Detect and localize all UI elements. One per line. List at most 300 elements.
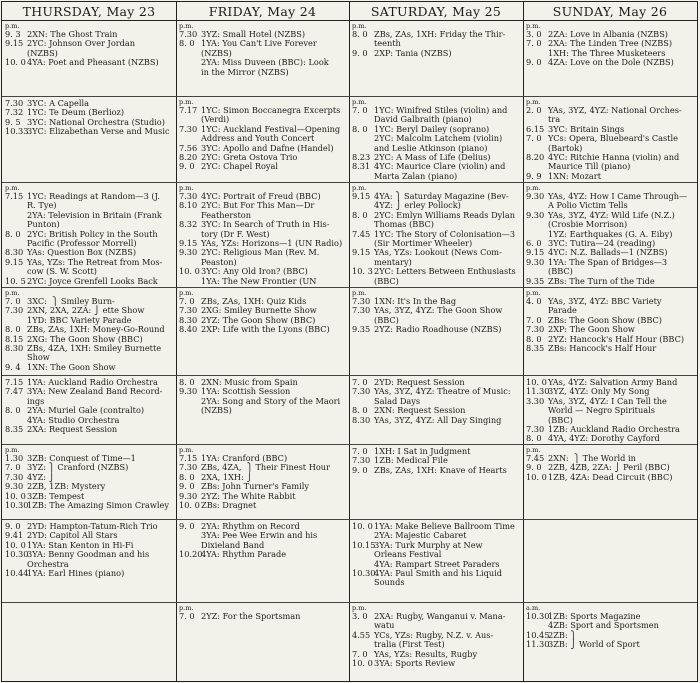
broadcast-time: 9.30 <box>526 256 545 267</box>
programme-entry <box>352 230 520 249</box>
friday-programme-block <box>179 185 346 286</box>
broadcast-time: 9.41 <box>5 530 24 541</box>
station-and-title: 3YC: Tutira—24 (reading) <box>548 238 656 249</box>
station-and-title: 2YA: Television in Britain (Frank Punton) <box>27 209 162 230</box>
station-and-title: ZBs: John Turner's Family <box>201 481 309 492</box>
broadcast-time: 9.15 <box>352 247 371 258</box>
station-and-title: YAs, 4YZ: Salvation Army Band <box>548 378 678 387</box>
sunday-programme-block <box>526 522 694 601</box>
programme-entry <box>526 434 694 443</box>
broadcast-time: 8.15 <box>5 333 24 344</box>
station-and-title: 1YC: Auckland Festival—Opening Address and Youth Concert <box>201 123 341 144</box>
broadcast-time: 7. 0 <box>352 105 368 115</box>
broadcast-time: 8. 0 <box>179 38 195 49</box>
broadcast-time: 9. 0 <box>179 481 195 492</box>
station-and-title: 2YC: Emlyn Williams Reads Dylan Thomas (BBC) <box>374 209 516 230</box>
station-and-title: 4ZB: Sport and Sportsmen <box>548 620 659 631</box>
station-and-title: YAs, 3YZ, 4YZ: Wild Life (N.Z.) (Crosbie Morrison) <box>548 209 675 230</box>
programme-entry <box>5 387 173 406</box>
station-and-title: 2YC: Letters Between Enthusiasts (BBC) <box>374 266 516 286</box>
station-and-title: 2XP: Life with the Lyons (BBC) <box>201 324 330 335</box>
station-and-title: YAs, 3YZ, 4YZ: The Goon Show (BBC) <box>374 305 503 325</box>
time-period-label: p.m. <box>179 23 194 30</box>
programme-entry <box>5 569 173 578</box>
programme-entry <box>179 550 346 559</box>
programme-entry <box>352 387 520 406</box>
broadcast-time: 8. 0 <box>352 209 368 220</box>
station-and-title: 3YC: Any Old Iron? (BBC) <box>201 266 308 277</box>
broadcast-time: 7. 0 <box>352 378 368 387</box>
time-period-label: p.m. <box>352 185 367 192</box>
programme-entry <box>179 39 346 58</box>
programme-entry <box>352 631 520 650</box>
station-and-title: 2XA: Rugby, Wanganui v. Mana- watu <box>374 611 506 631</box>
station-and-title: 2ZB: ⎫ <box>548 629 577 640</box>
time-period-label: p.m. <box>5 23 20 30</box>
time-period-label: p.m. <box>5 447 20 454</box>
broadcast-time: 8. 0 <box>526 433 542 443</box>
station-and-title: 1YZ: Earthquakes (G. A. Eiby) <box>548 228 673 239</box>
station-and-title: YCs, YZs: Rugby, N.Z. v. Aus- tralia (First Test) <box>374 629 494 650</box>
station-and-title: 2XA: Request Session <box>27 424 118 435</box>
station-and-title: ZBs: The Goon Show (BBC) <box>548 314 662 325</box>
broadcast-time: 7.45 <box>352 228 371 239</box>
broadcast-time: 10. 0 <box>179 266 200 277</box>
station-and-title: 1ZB: Medical File <box>374 455 448 466</box>
programme-entry <box>526 473 694 482</box>
programme-entry <box>352 541 520 560</box>
broadcast-time: 7.30 <box>179 29 198 39</box>
thursday-programme-block <box>5 185 173 286</box>
station-and-title: 2YA: Majestic Cabaret <box>374 530 467 541</box>
thursday-programme-block <box>5 378 173 443</box>
broadcast-time: 8.30 <box>5 247 24 258</box>
station-and-title: 2YZ: Radio Roadhouse (NZBS) <box>374 324 502 335</box>
programme-entry <box>5 192 173 211</box>
station-and-title: 4YA: Poet and Pheasant (NZBS) <box>27 57 159 68</box>
station-and-title: YAs, 3YZ, 4YZ: Theatre of Music: Salad Days <box>374 386 511 406</box>
friday-programme-block <box>179 99 346 181</box>
broadcast-time: 8. 0 <box>352 405 368 416</box>
station-and-title: 1YC: Winifred Stiles (violin) and David Galbraith (piano) <box>374 105 508 125</box>
broadcast-time: 4.55 <box>352 629 371 640</box>
programme-entry <box>179 612 346 621</box>
broadcast-time: 7.30 <box>352 386 371 397</box>
station-and-title: 2XG: The Goon Show (BBC) <box>27 333 143 344</box>
station-and-title: 2XN, 2XA, 2ZA: ⎭ ette Show <box>27 305 145 316</box>
station-and-title: YAs, YZs: Lookout (News Com- mentary) <box>374 247 502 267</box>
programme-entry <box>526 58 694 67</box>
broadcast-time <box>179 531 201 550</box>
station-and-title: YAs, 3YZ, 4YZ: All Day Singing <box>374 414 502 425</box>
time-period-label: p.m. <box>179 290 194 297</box>
station-and-title: 1YC: Simon Boccanegra Excerpts (Verdi) <box>201 105 341 125</box>
broadcast-time: 9. 0 <box>179 161 195 172</box>
station-and-title: 3YZ: ⎫ Cranford (NZBS) <box>27 462 129 473</box>
programme-grid <box>1 1 698 682</box>
broadcast-time: 9. 0 <box>5 522 21 531</box>
station-and-title: 4YA, 4YZ: Dorothy Cayford <box>548 433 660 443</box>
station-and-title: 1YA: Stan Kenton in Hi-Fi <box>27 539 134 550</box>
broadcast-time: 10.15 <box>352 539 376 550</box>
broadcast-time: 3. 0 <box>352 611 368 621</box>
sunday-programme-block <box>526 290 694 374</box>
broadcast-time: 7.15 <box>5 191 24 201</box>
saturday-programme-block <box>352 522 520 601</box>
saturday-programme-block <box>352 99 520 181</box>
programme-entry <box>526 297 694 316</box>
broadcast-time: 7.30 <box>5 99 24 108</box>
station-and-title: 1YA: Cranford (BBC) <box>201 453 288 463</box>
broadcast-time: 9.35 <box>352 324 371 335</box>
station-and-title: 2YZ: Hancock's Half Hour (BBC) <box>548 333 685 344</box>
broadcast-time: 7.30 <box>352 455 371 466</box>
station-and-title: 2YC: Chapel Royal <box>201 161 279 172</box>
station-and-title: 1XH: I Sat in Judgment <box>374 447 471 456</box>
broadcast-time: 8.30 <box>5 343 24 354</box>
station-and-title: 2ZB, 1ZB: Mystery <box>27 481 106 492</box>
broadcast-time: 9.30 <box>5 481 24 492</box>
broadcast-time: 7. 0 <box>352 447 368 456</box>
broadcast-time: 7.30 <box>5 305 24 316</box>
station-and-title: 3YA: Turk Murphy at New Orleans Festival <box>374 539 483 560</box>
broadcast-time: 6. 0 <box>526 238 542 249</box>
station-and-title: 2YC: Joyce Grenfell Looks Back <box>27 275 158 286</box>
broadcast-time: 9. 3 <box>5 29 21 39</box>
station-and-title: ZBs: The Turn of the Tide <box>548 275 655 286</box>
station-and-title: YCs: Opera, Bluebeard's Castle (Bartok) <box>548 133 678 153</box>
station-and-title: 1ZB: Sports Magazine <box>548 611 641 621</box>
station-and-title: 4YZ: ⎭ erley Pollock) <box>374 200 461 211</box>
broadcast-time: 9.35 <box>526 275 545 286</box>
station-and-title: 3XC: ⎫ Smiley Burn- <box>27 296 115 306</box>
station-and-title: ZBs: Hancock's Half Hour <box>548 343 657 354</box>
broadcast-time: 7.56 <box>179 142 198 153</box>
broadcast-time: 9. 0 <box>526 57 542 68</box>
station-and-title: YAs, 3YZ, 4YZ: National Orches- tra <box>548 105 682 125</box>
station-and-title: 4YA: Studio Orchestra <box>27 414 120 425</box>
broadcast-time: 9.15 <box>5 38 24 49</box>
time-period-label: p.m. <box>526 99 541 106</box>
broadcast-time: 9.30 <box>526 191 545 201</box>
thursday-programme-block <box>5 447 173 518</box>
station-and-title: 2YZ: The Goon Show (BBC) <box>201 314 316 325</box>
row-divider <box>2 519 697 520</box>
broadcast-time: 7.47 <box>5 386 24 397</box>
programme-entry <box>526 640 694 649</box>
thursday-programme-block <box>5 522 173 601</box>
station-and-title: YAs, 3YZ, 4YZ: I Can Tell the World — Negro Spirituals (BBC) <box>548 395 667 425</box>
broadcast-time: 9.15 <box>352 191 371 201</box>
station-and-title: 3YC: A Capella <box>27 99 89 108</box>
time-period-label: p.m. <box>352 99 367 106</box>
broadcast-time: 10. 0 <box>5 539 26 550</box>
broadcast-time: 7. 0 <box>179 296 195 306</box>
broadcast-time: 7. 0 <box>526 38 542 49</box>
station-and-title: 1XN: The Goon Show <box>27 361 116 372</box>
programme-entry <box>179 531 346 550</box>
station-and-title: 1YC: Te Deum (Berlioz) <box>27 107 125 118</box>
programme-entry <box>352 659 520 668</box>
programme-entry <box>5 425 173 434</box>
station-and-title: 4ZA: Love on the Dole (NZBS) <box>548 57 674 68</box>
header-divider <box>2 20 697 21</box>
broadcast-time: 11.30 <box>526 386 550 397</box>
station-and-title: 1ZB: The Amazing Simon Crawley <box>27 500 170 511</box>
broadcast-time: 7. 0 <box>352 648 368 659</box>
station-and-title: 2XA: The Linden Tree (NZBS) <box>548 38 673 49</box>
station-and-title: 1YC: Readings at Random—3 (J. R. Tye) <box>27 191 160 211</box>
broadcast-time: 7.30 <box>352 296 371 306</box>
programme-entry <box>179 125 346 144</box>
programme-entry <box>179 201 346 220</box>
friday-header: FRIDAY, May 24 <box>208 4 317 19</box>
programme-entry <box>5 550 173 569</box>
broadcast-time: 10.30 <box>5 549 29 560</box>
time-period-label: p.m. <box>526 290 541 297</box>
broadcast-time: 8.20 <box>179 152 198 163</box>
broadcast-time: 7.15 <box>179 453 198 463</box>
station-and-title: 1YA: The Span of Bridges—3 (BBC) <box>548 256 668 277</box>
time-period-label: p.m. <box>5 185 20 192</box>
broadcast-time: 8.23 <box>352 152 371 163</box>
broadcast-time <box>179 397 201 416</box>
broadcast-time: 11.30 <box>526 639 550 650</box>
broadcast-time: 7.15 <box>5 378 24 387</box>
broadcast-time: 8.35 <box>526 343 545 354</box>
station-and-title: 3ZB: Tempest <box>27 490 85 501</box>
column-divider <box>176 2 177 681</box>
station-and-title: 4YC: Ritchie Hanna (violin) and Maurice Till (piano) <box>548 152 680 172</box>
station-and-title: ZBs, ZAs, 1XH: Quiz Kids <box>201 296 307 306</box>
broadcast-time: 8. 0 <box>5 324 21 335</box>
sunday-programme-block <box>526 99 694 181</box>
broadcast-time: 7.30 <box>179 305 198 316</box>
broadcast-time: 8.20 <box>526 152 545 163</box>
station-and-title: 2YD: Request Session <box>374 378 465 387</box>
broadcast-time <box>5 211 27 230</box>
broadcast-time <box>179 58 201 77</box>
broadcast-time: 1.30 <box>5 453 24 463</box>
station-and-title: 2XP: Tania (NZBS) <box>374 47 452 58</box>
station-and-title: 1XN: It's In the Bag <box>374 296 457 306</box>
friday-programme-block <box>179 290 346 374</box>
station-and-title: 1ZB: Auckland Radio Orchestra <box>548 424 680 435</box>
broadcast-time: 8. 0 <box>352 123 368 134</box>
station-and-title: 3YC: Britain Sings <box>548 123 625 134</box>
broadcast-time: 8.31 <box>352 161 371 172</box>
programme-entry <box>5 211 173 230</box>
station-and-title: 3YC: Elizabethan Verse and Music <box>27 126 170 137</box>
programme-entry <box>179 325 346 334</box>
station-and-title: 2XG: Smiley Burnette Show <box>201 305 317 316</box>
station-and-title: 3YC: Apollo and Dafne (Handel) <box>201 142 334 153</box>
programme-entry <box>352 106 520 125</box>
programme-entry <box>352 267 520 286</box>
programme-entry <box>352 325 520 334</box>
thursday-programme-block <box>5 23 173 95</box>
programme-entry <box>5 501 173 510</box>
broadcast-time: 10.30 <box>5 500 29 511</box>
row-divider <box>2 96 697 97</box>
programme-entry <box>352 134 520 153</box>
broadcast-time: 7.30 <box>5 471 24 482</box>
time-period-label: p.m. <box>179 605 194 612</box>
broadcast-time: 8.30 <box>352 414 371 425</box>
saturday-programme-block <box>352 185 520 286</box>
saturday-programme-block <box>352 605 520 680</box>
column-divider <box>523 2 524 681</box>
station-and-title: 1YA: You Can't Live Forever (NZBS) <box>201 38 317 58</box>
programme-entry <box>526 192 694 211</box>
broadcast-time: 9. 0 <box>526 462 542 473</box>
broadcast-time: 9.30 <box>526 209 545 220</box>
station-and-title: 3YA: Benny Goodman and his Orchestra <box>27 549 150 569</box>
station-and-title: 1YA: Auckland Radio Orchestra <box>27 378 158 387</box>
broadcast-time: 10.33 <box>5 126 29 137</box>
broadcast-time: 8.35 <box>5 424 24 435</box>
station-and-title: 3YZ, 4YZ: Only My Song <box>548 386 650 397</box>
row-divider <box>2 444 697 445</box>
programme-entry <box>179 248 346 267</box>
broadcast-time: 8. 0 <box>5 228 21 239</box>
broadcast-time: 7.30 <box>179 462 198 473</box>
station-and-title: 3YA: Sports Review <box>374 658 456 669</box>
broadcast-time: 9. 5 <box>5 116 21 127</box>
station-and-title: 1YA: The New Frontier (UN <box>201 275 317 286</box>
station-and-title: 1YC: Beryl Dailey (soprano) <box>374 123 490 134</box>
sunday-programme-block <box>526 605 694 680</box>
station-and-title: ZBs: Dragnet <box>201 500 257 511</box>
station-and-title: 3YA: New Zealand Band Record- ings <box>27 386 163 406</box>
station-and-title: 2XN: Request Session <box>374 405 466 416</box>
station-and-title: 4YC: Maurice Clare (violin) and Marta Zalan (piano) <box>374 161 506 181</box>
broadcast-time: 7.30 <box>179 123 198 134</box>
time-period-label: p.m. <box>352 23 367 30</box>
station-and-title: 2YZ: For the Sportsman <box>201 611 301 621</box>
station-and-title: 2XN: Music from Spain <box>201 378 298 387</box>
station-and-title: 2YC: But For This Man—Dr Featherston <box>201 200 315 220</box>
broadcast-time: 4. 0 <box>526 296 542 306</box>
broadcast-time: 9.15 <box>526 247 545 258</box>
row-divider <box>2 602 697 603</box>
programme-entry <box>526 172 694 181</box>
station-and-title: 2YC: A Mass of Life (Delius) <box>374 152 491 163</box>
broadcast-time: 9.30 <box>179 490 198 501</box>
sunday-programme-block <box>526 447 694 518</box>
station-and-title: YAs, 4YZ: How I Came Through— A Polio Victim Tells <box>548 191 688 211</box>
programme-entry <box>179 106 346 125</box>
station-and-title: 3YA: Pee Wee Erwin and his Dixieland Band <box>201 530 318 550</box>
broadcast-time: 3.30 <box>526 395 545 406</box>
station-and-title: 2YA: Muriel Gale (contralto) <box>27 405 145 416</box>
station-and-title: 1ZB, 4ZA: Dead Circuit (BBC) <box>548 471 673 482</box>
broadcast-time: 10. 0 <box>352 658 373 669</box>
broadcast-time: 8. 0 <box>179 471 195 482</box>
station-and-title: 3ZB: Conquest of Time—1 <box>27 453 136 463</box>
friday-programme-block <box>179 447 346 518</box>
programme-entry <box>5 363 173 372</box>
broadcast-time <box>352 134 374 153</box>
time-period-label: p.m. <box>352 605 367 612</box>
programme-entry <box>352 30 520 49</box>
time-period-label: a.m. <box>526 605 541 612</box>
station-and-title: 1YD: BBC Variety Parade <box>27 314 132 325</box>
broadcast-time: 6.15 <box>526 123 545 134</box>
saturday-header: SATURDAY, May 25 <box>370 4 502 19</box>
programme-entry <box>352 306 520 325</box>
station-and-title: ZBs, ZAs, 1XH: Money-Go-Round <box>27 324 165 335</box>
thursday-header: THURSDAY, May 23 <box>22 4 156 19</box>
station-and-title: 2YD: Hampton-Tatum-Rich Trio <box>27 522 158 531</box>
programme-entry <box>526 153 694 172</box>
thursday-programme-block <box>5 290 173 374</box>
station-and-title: YAs, YZs: The Retreat from Mos- cow (S. W. Scott) <box>27 256 163 277</box>
saturday-programme-block <box>352 378 520 443</box>
station-and-title: 2YZ: The White Rabbit <box>201 490 296 501</box>
broadcast-time: 8.40 <box>179 324 198 335</box>
broadcast-time: 10. 0 <box>179 500 200 511</box>
time-period-label: p.m. <box>526 23 541 30</box>
column-divider <box>349 2 350 681</box>
time-period-label: p.m. <box>5 290 20 297</box>
station-and-title: 1YA: Scottish Session <box>201 386 291 397</box>
station-and-title: 1XH: The Three Musketeers <box>548 47 666 58</box>
station-and-title: 4YA: Rhythm Parade <box>201 549 287 560</box>
station-and-title: 2XP: The Goon Show <box>548 324 635 335</box>
programme-entry <box>352 162 520 181</box>
saturday-programme-block <box>352 447 520 518</box>
row-divider <box>2 287 697 288</box>
programme-entry <box>5 258 173 277</box>
station-and-title: 2YA: Miss Duveen (BBC): Look in the Mirror (NZBS) <box>201 57 329 77</box>
broadcast-time: 3. 0 <box>526 29 542 39</box>
programme-entry <box>352 612 520 631</box>
broadcast-time: 7.45 <box>526 453 545 463</box>
station-and-title: 2ZA: Love in Albania (NZBS) <box>548 29 669 39</box>
programme-entry <box>526 258 694 277</box>
broadcast-time: 10. 0 <box>526 471 547 482</box>
broadcast-time: 9. 0 <box>352 47 368 58</box>
station-and-title: 2YC: Johnson Over Jordan (NZBS) <box>27 38 136 58</box>
station-and-title: 3YC: National Orchestra (Studio) <box>27 116 165 127</box>
programme-entry <box>179 501 346 510</box>
station-and-title: YAs, YZs: Results, Rugby <box>374 648 478 659</box>
station-and-title: YAs, YZs: Horizons—1 (UN Radio) <box>201 238 343 249</box>
station-and-title: 3ZB: ⎭ World of Sport <box>548 639 640 650</box>
broadcast-time: 7.30 <box>352 305 371 316</box>
broadcast-time: 10. 0 <box>5 490 26 501</box>
station-and-title: ZBs, ZAs, 1XH: Friday the Thir- teenth <box>374 29 506 49</box>
programme-entry <box>352 466 520 475</box>
broadcast-time: 9. 4 <box>5 361 21 372</box>
saturday-programme-block <box>352 290 520 374</box>
programme-entry <box>179 162 346 171</box>
broadcast-time: 9. 0 <box>179 522 195 531</box>
broadcast-time: 7. 0 <box>526 314 542 325</box>
broadcast-time: 2. 0 <box>526 105 542 115</box>
broadcast-time: 10. 3 <box>352 266 373 277</box>
programme-entry <box>179 220 346 239</box>
broadcast-time: 10.30 <box>526 611 550 621</box>
programme-entry <box>5 230 173 249</box>
programme-entry <box>526 106 694 125</box>
broadcast-time: 7.30 <box>179 191 198 201</box>
station-and-title: 2YD: Capitol All Stars <box>27 530 118 541</box>
sunday-programme-block <box>526 23 694 95</box>
broadcast-time: 7.30 <box>526 324 545 335</box>
station-and-title: 2YC: Greta Ostova Trio <box>201 152 298 163</box>
